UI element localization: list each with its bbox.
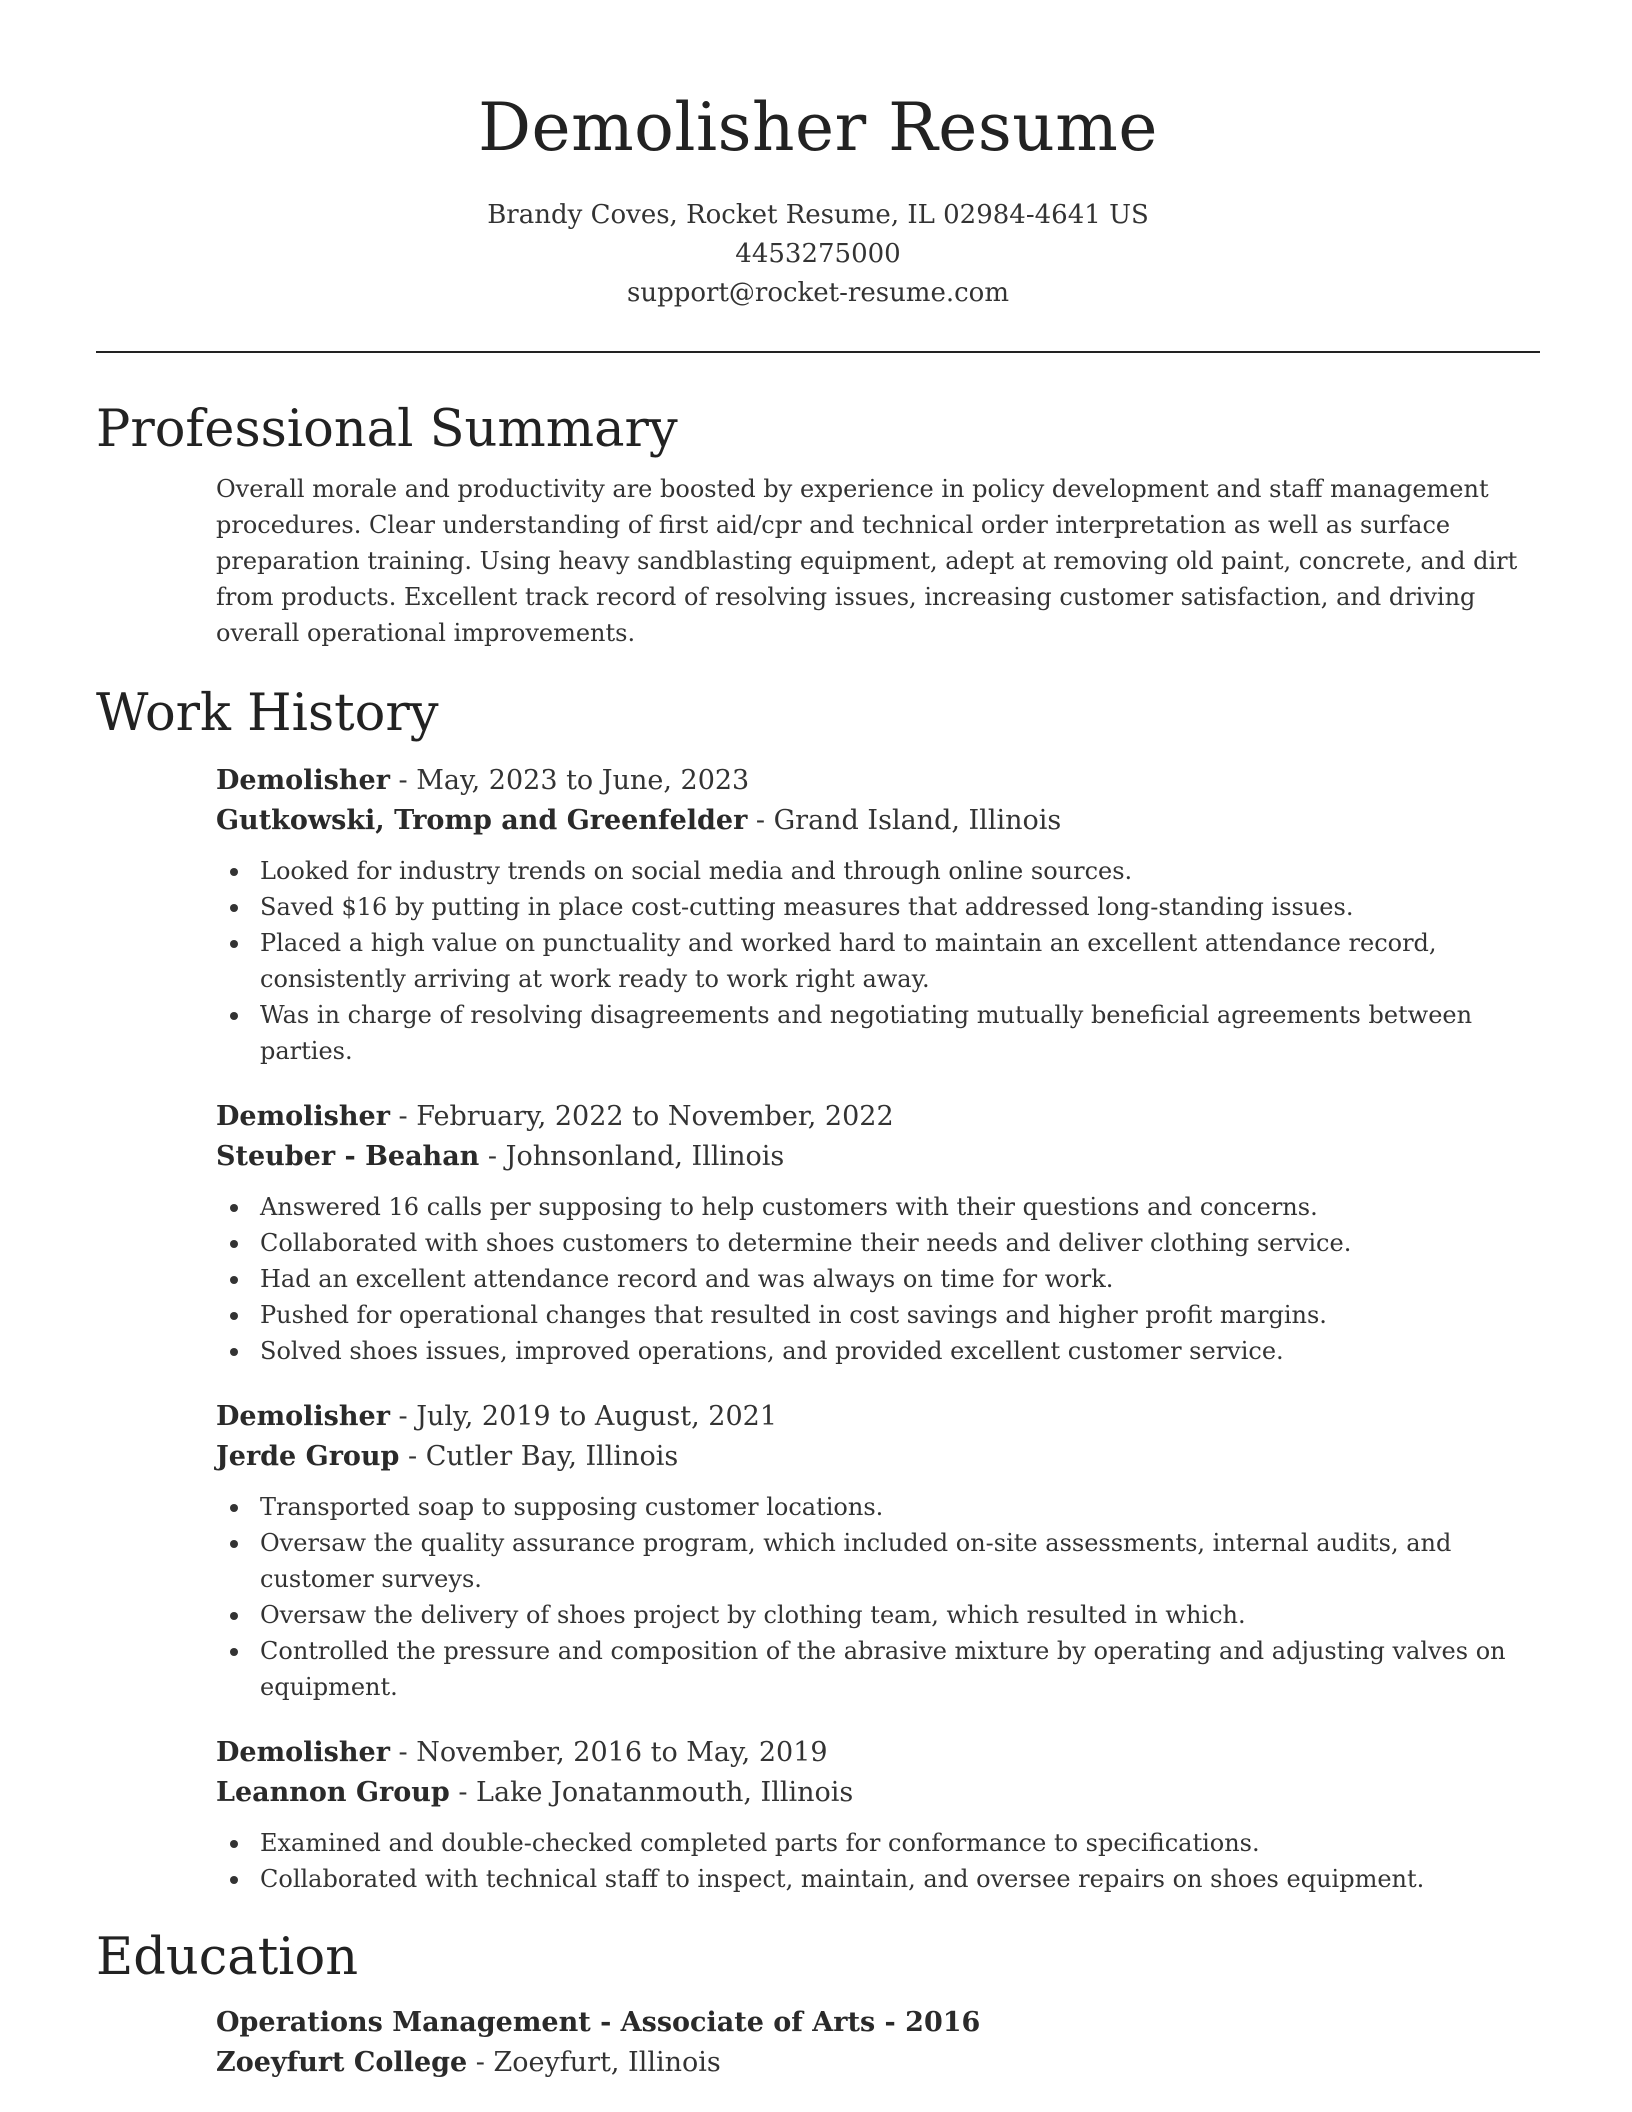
job-company: Gutkowski, Tromp and Greenfelder	[216, 805, 748, 836]
job-bullet: Controlled the pressure and composition of the abrasive mixture by operating and adjusting valves on equipment.	[216, 1633, 1540, 1705]
job-bullet: Collaborated with technical staff to inspect, maintain, and oversee repairs on shoes equipment.	[216, 1861, 1540, 1897]
summary-section	[96, 397, 1540, 651]
job-title: Demolisher	[216, 1401, 390, 1432]
job-bullet: Collaborated with shoes customers to determine their needs and deliver clothing service.	[216, 1225, 1540, 1261]
job-bullet: Had an excellent attendance record and was always on time for work.	[216, 1261, 1540, 1297]
job-company: Steuber - Beahan	[216, 1141, 480, 1172]
job-dates: - May, 2023 to June, 2023	[389, 765, 750, 796]
job-bullet: Looked for industry trends on social media and through online sources.	[216, 853, 1540, 889]
job-bullet: Transported soap to supposing customer locations.	[216, 1489, 1540, 1525]
job-bullet: Oversaw the delivery of shoes project by clothing team, which resulted in which.	[216, 1597, 1540, 1633]
job-title-line	[216, 1397, 1540, 1437]
contact-block	[96, 196, 1540, 313]
contact-address: Brandy Coves, Rocket Resume, IL 02984-4641 US	[487, 200, 1149, 230]
job-title-line	[216, 1733, 1540, 1773]
job-title-line	[216, 1097, 1540, 1137]
job-company: Jerde Group	[216, 1441, 400, 1472]
work-history-section	[96, 681, 1540, 1897]
job-bullet: Answered 16 calls per supposing to help customers with their questions and concerns.	[216, 1189, 1540, 1225]
resume-title: Demolisher Resume	[478, 89, 1158, 166]
education-degree: Operations Management - Associate of Arts - 2016	[216, 2007, 981, 2038]
job-bullet: Pushed for operational changes that resulted in cost savings and higher profit margins.	[216, 1297, 1540, 1333]
job-bullet: Saved $16 by putting in place cost-cutting measures that addressed long-standing issues.	[216, 889, 1540, 925]
job-bullets	[216, 1825, 1540, 1897]
job-title: Demolisher	[216, 1101, 390, 1132]
education-entry	[216, 2003, 1540, 2083]
job-employer-line	[216, 1437, 1540, 1477]
work-history-heading: Work History	[96, 684, 439, 743]
job-bullet: Examined and double-checked completed parts for conformance to specifications.	[216, 1825, 1540, 1861]
job-dates: - February, 2022 to November, 2022	[389, 1101, 894, 1132]
education-location: - Zoeyfurt, Illinois	[467, 2047, 721, 2078]
job-dates: - July, 2019 to August, 2021	[389, 1401, 778, 1432]
summary-text: Overall morale and productivity are boosted by experience in policy development and staff management procedures. Clear understanding of first aid/cpr and technical order interpretation as well as surface preparation training. Using heavy sandblasting equipment, adept at removing old paint, concrete, and dirt from products. Excellent track record of resolving issues, increasing customer satisfaction, and driving overall operational improvements.	[216, 475, 1518, 647]
education-section	[96, 1925, 1540, 2083]
education-heading: Education	[96, 1928, 359, 1987]
job-entry	[216, 1097, 1540, 1369]
resume-header	[96, 0, 1540, 313]
education-school-line	[216, 2043, 1540, 2083]
education-school: Zoeyfurt College	[216, 2047, 468, 2078]
header-divider	[96, 351, 1540, 353]
contact-phone: 4453275000	[735, 239, 901, 269]
summary-heading: Professional Summary	[96, 400, 678, 459]
job-bullets	[216, 1189, 1540, 1369]
job-bullet: Oversaw the quality assurance program, which included on-site assessments, internal audits, and customer surveys.	[216, 1525, 1540, 1597]
job-dates: - November, 2016 to May, 2019	[389, 1737, 828, 1768]
job-employer-line	[216, 1773, 1540, 1813]
job-bullet: Solved shoes issues, improved operations, and provided excellent customer service.	[216, 1333, 1540, 1369]
job-entry	[216, 1733, 1540, 1897]
job-location: - Lake Jonatanmouth, Illinois	[449, 1777, 854, 1808]
job-title: Demolisher	[216, 1737, 390, 1768]
job-company: Leannon Group	[216, 1777, 450, 1808]
contact-email: support@rocket-resume.com	[626, 278, 1009, 308]
job-location: - Cutler Bay, Illinois	[399, 1441, 679, 1472]
job-employer-line	[216, 801, 1540, 841]
job-entry	[216, 1397, 1540, 1705]
job-title-line	[216, 761, 1540, 801]
job-title: Demolisher	[216, 765, 390, 796]
job-bullet: Was in charge of resolving disagreements and negotiating mutually beneficial agreements between parties.	[216, 997, 1540, 1069]
job-location: - Johnsonland, Illinois	[479, 1141, 785, 1172]
job-bullet: Placed a high value on punctuality and worked hard to maintain an excellent attendance record, consistently arriving at work ready to work right away.	[216, 925, 1540, 997]
resume-page	[96, 0, 1540, 2083]
job-employer-line	[216, 1137, 1540, 1177]
job-bullets	[216, 1489, 1540, 1705]
job-location: - Grand Island, Illinois	[747, 805, 1062, 836]
job-bullets	[216, 853, 1540, 1069]
job-entry	[216, 761, 1540, 1069]
